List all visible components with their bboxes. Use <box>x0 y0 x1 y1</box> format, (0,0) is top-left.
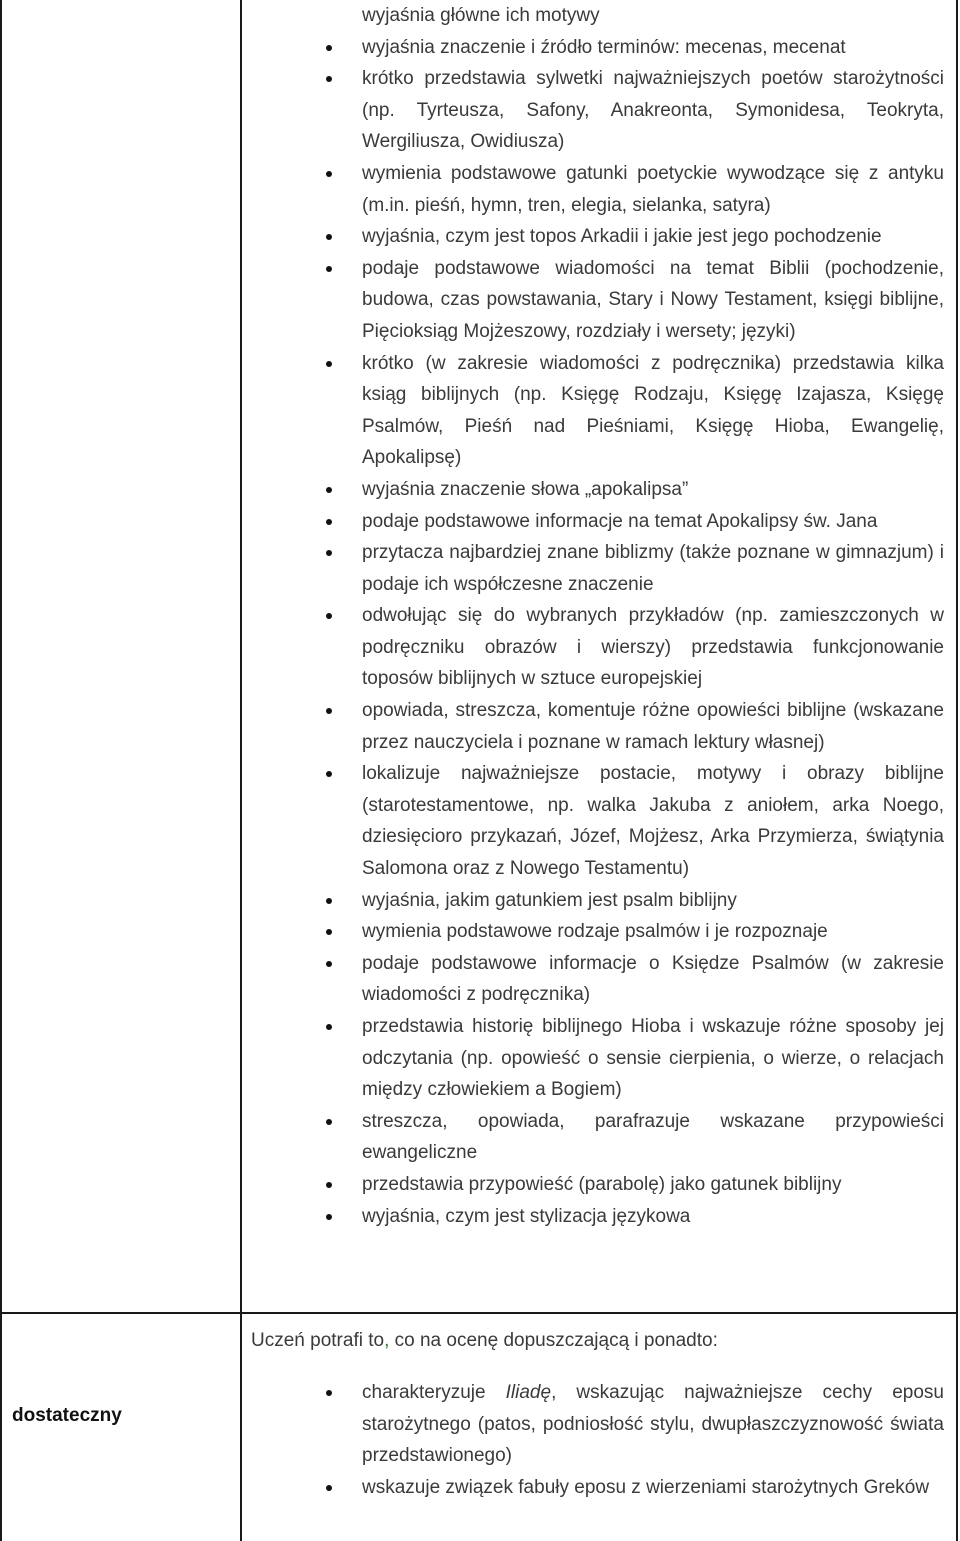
list-item <box>241 916 958 948</box>
list-item <box>241 537 958 600</box>
bullet-icon <box>326 519 332 525</box>
requirements-list-bottom <box>241 1377 958 1503</box>
list-item <box>241 253 958 348</box>
list-item-text: wyjaśnia, jakim gatunkiem jest psalm biblijny <box>362 889 737 911</box>
bullet-icon <box>326 550 332 556</box>
list-item <box>241 1377 958 1472</box>
bullet-icon <box>326 45 332 51</box>
list-item-text: opowiada, streszcza, komentuje różne opowieści biblijne (wskazane przez nauczyciela i poznane w ramach lektury własnej) <box>362 700 944 753</box>
list-item-text: podaje podstawowe informacje o Księdze Psalmów (w zakresie wiadomości z podręcznika) <box>362 952 944 1006</box>
list-item-text: krótko (w zakresie wiadomości z podręcznika) przedstawia kilka ksiąg biblijnych (np. Księgę Rodzaju, Księgę Izajasza, Księgę Psalmów, Pieśń nad Pieśniami, Księgę Hioba, Ewangelię, Apokalipsę) <box>362 352 944 469</box>
list-item-text: wyjaśnia, czym jest stylizacja językowa <box>362 1205 691 1227</box>
list-item-text: wyjaśnia, czym jest topos Arkadii i jakie jest jego pochodzenie <box>362 226 882 248</box>
list-item-text: wymienia podstawowe gatunki poetyckie wywodzące się z antyku (m.in. pieśń, hymn, tren, elegia, sielanka, satyra) <box>362 162 944 216</box>
bullet-icon <box>326 1485 332 1491</box>
bullet-icon <box>326 929 332 935</box>
bullet-icon <box>326 771 332 777</box>
list-item <box>241 1106 958 1169</box>
list-item-text: streszcza, opowiada, parafrazuje wskazane przypowieści ewangeliczne <box>362 1110 944 1164</box>
bullet-icon <box>326 898 332 904</box>
bullet-icon <box>326 361 332 367</box>
bulleted-list <box>241 32 958 1233</box>
list-item <box>241 474 958 506</box>
list-item-text: wymienia podstawowe rodzaje psalmów i je rozpoznaje <box>362 921 828 943</box>
row-divider <box>0 1312 958 1314</box>
bullet-icon <box>326 487 332 493</box>
list-item <box>241 348 958 474</box>
list-item-text: przedstawia przypowieść (parabolę) jako gatunek biblijny <box>362 1173 842 1195</box>
bullet-icon <box>326 1182 332 1188</box>
bullet-icon <box>326 613 332 619</box>
list-item <box>241 1201 958 1233</box>
italic-title: Iliadę <box>505 1382 552 1403</box>
grade-label: dostateczny <box>12 1405 122 1426</box>
list-item <box>241 758 958 884</box>
list-item-text: wyjaśnia główne ich motywy <box>362 5 600 26</box>
bullet-icon <box>326 171 332 177</box>
list-item-text: wyjaśnia znaczenie i źródło terminów: mecenas, mecenat <box>362 36 846 58</box>
table-border-left <box>0 0 2 1541</box>
list-item <box>241 1169 958 1201</box>
bullet-icon <box>326 266 332 272</box>
list-item <box>241 32 958 64</box>
list-item <box>241 63 958 158</box>
bullet-icon <box>326 1024 332 1030</box>
list-item-text: odwołując się do wybranych przykładów (np. zamieszczonych w podręczniku obrazów i wierszy) przedstawia funkcjonowanie toposów biblijnych w sztuce europejskiej <box>362 605 944 690</box>
requirements-list-top <box>241 0 958 1232</box>
list-item-text: charakteryzuje <box>362 1382 506 1403</box>
list-item-text: wyjaśnia znaczenie słowa „apokalipsa” <box>362 478 689 500</box>
list-item-text: lokalizuje najważniejsze postacie, motywy i obrazy biblijne (starotestamentowe, np. walka Jakuba z aniołem, arka Noego, dziesięcioro przykazań, Józef, Mojżesz, Arka Przymierza, świątynia Salomona oraz z Nowego Testamentu) <box>362 763 944 880</box>
list-item-text-rest: , wskazując najważniejsze cechy eposu starożytnego (patos, podniosłość stylu, dwupłaszczyznowość świata przedstawionego) <box>362 1382 944 1467</box>
list-item <box>241 695 958 758</box>
intro-comma: , <box>384 1330 390 1351</box>
bullet-icon <box>326 1119 332 1125</box>
list-item <box>241 158 958 221</box>
list-item <box>241 221 958 253</box>
intro-text-rest: co na ocenę dopuszczającą i ponadto: <box>389 1330 718 1351</box>
bullet-icon <box>326 234 332 240</box>
list-item-text: podaje podstawowe wiadomości na temat Biblii (pochodzenie, budowa, czas powstawania, Stary i Nowy Testament, księgi biblijne, Pięcioksiąg Mojżeszowy, rozdziały i wersety; języki) <box>362 257 944 342</box>
bullet-icon <box>326 1390 332 1396</box>
list-item <box>241 948 958 1011</box>
list-item <box>241 885 958 917</box>
section-intro <box>251 1325 718 1357</box>
list-item-text: przedstawia historię biblijnego Hioba i wskazuje różne sposoby jej odczytania (np. opowieść o sensie cierpienia, o wierze, o relacjach między człowiekiem a Bogiem) <box>362 1016 944 1101</box>
list-item-text: podaje podstawowe informacje na temat Apokalipsy św. Jana <box>362 510 878 532</box>
list-item <box>241 506 958 538</box>
list-item <box>241 1011 958 1106</box>
bullet-icon <box>326 76 332 82</box>
intro-text: Uczeń potrafi to <box>251 1330 385 1351</box>
bullet-icon <box>326 708 332 714</box>
list-item-text: krótko przedstawia sylwetki najważniejszych poetów starożytności (np. Tyrteusza, Safony, Anakreonta, Symonidesa, Teokryta, Wergiliusza, Owidiusza) <box>362 68 944 153</box>
list-item <box>241 1472 958 1504</box>
list-item-text: wskazuje związek fabuły eposu z wierzeniami starożytnych Greków <box>362 1476 930 1498</box>
list-item <box>241 600 958 695</box>
list-item-text: przytacza najbardziej znane biblizmy (także poznane w gimnazjum) i podaje ich współczesne znaczenie <box>362 542 944 595</box>
list-item-continuation <box>241 0 958 32</box>
bullet-icon <box>326 1214 332 1220</box>
bullet-icon <box>326 961 332 967</box>
